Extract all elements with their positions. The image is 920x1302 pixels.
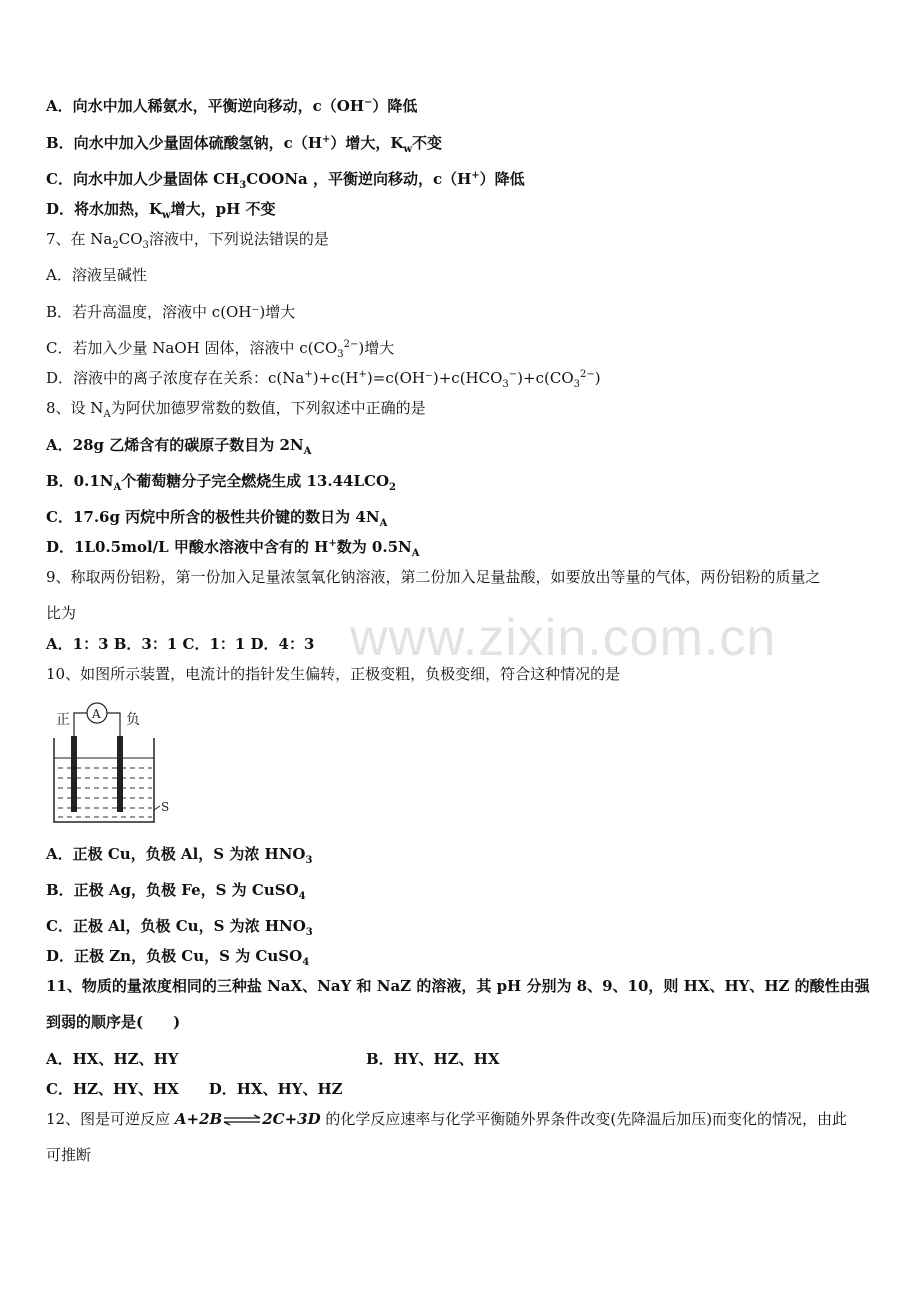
q11-stem-line2: 到弱的顺序是( ) (46, 1013, 181, 1031)
negative-label: 负 (126, 712, 140, 728)
equilibrium-arrow-icon (222, 1114, 262, 1126)
q7-option-d: D．溶液中的离子浓度存在关系：$c(Na^+)+c(H^+)=c(OH^-)+c(HCO_3^-)+c(CO_3^{2-})$ (46, 369, 601, 390)
q6-option-d: D．将水加热，$K_w$增大，pH 不变 (46, 200, 276, 221)
q8-option-c: C．17.6g 丙烷中所含的极性共价键的数日为 $4N_A$ (46, 508, 388, 529)
positive-label: 正 (56, 712, 70, 728)
q6-option-a: A．向水中加人稀氨水，平衡逆向移动，c（OH−）降低 (46, 97, 418, 115)
q11-stem-line1: 11、物质的量浓度相同的三种盐 NaX、NaY 和 NaZ 的溶液，其 pH 分别为 8、9、10，则 HX、HY、HZ 的酸性由强 (46, 977, 870, 995)
galvanic-cell-diagram (44, 694, 174, 834)
positive-electrode (71, 736, 77, 812)
ammeter-label: A (92, 707, 101, 721)
q7-option-c: C．若加入少量 NaOH 固体，溶液中 $c(CO_3^{2-})$增大 (46, 339, 395, 360)
q11-option-cd: C．HZ、HY、HX D．HX、HY、HZ (46, 1080, 343, 1098)
q10-stem: 10、如图所示装置，电流计的指针发生偏转，正极变粗，负极变细，符合这种情况的是 (46, 665, 621, 683)
q6-option-b: B．向水中加入少量固体硫酸氢钠，c（H+）增大，$K_w$不变 (46, 134, 443, 155)
q8-option-a: A．28g 乙烯含有的碳原子数目为 $2N_A$ (46, 436, 312, 457)
beaker (54, 738, 154, 822)
q10-option-c: C．正极 Al，负极 Cu，S 为浓 $HNO_3$ (46, 917, 313, 938)
watermark: www.zixin.com.cn (350, 609, 777, 667)
q12-stem-line1: 12、图是可逆反应 A+2B 2C+3D 的化学反应速率与化学平衡随外界条件改变(先降温后加压)而变化的情况，由此 (46, 1110, 848, 1128)
q11-option-a: A．HX、HZ、HY (46, 1050, 179, 1068)
q8-option-d: D．1L0.5mol/L 甲酸水溶液中含有的 H+数为 $0.5N_A$ (46, 538, 420, 559)
q9-stem-line1: 9、称取两份铝粉，第一份加入足量浓氢氧化钠溶液，第二份加入足量盐酸，如要放出等量的气体，两份铝粉的质量之 (46, 568, 821, 586)
q8-stem: 8、设 $N_A$为阿伏加德罗常数的数值，下列叙述中正确的是 (46, 399, 426, 420)
q7-option-b: B．若升高温度，溶液中 c(OH⁻)增大 (46, 303, 296, 321)
q9-stem-line2: 比为 (46, 604, 77, 622)
q10-option-b: B．正极 Ag，负极 Fe，S 为 CuSO$_4$ (46, 881, 306, 902)
negative-electrode (117, 736, 123, 812)
q7-option-a: A．溶液呈碱性 (46, 266, 147, 284)
q6-option-c: C．向水中加人少量固体 $CH_3COONa$ ，平衡逆向移动，c（H+）降低 (46, 170, 525, 191)
q7-stem: 7、在 $Na_2CO_3$溶液中，下列说法错误的是 (46, 230, 329, 251)
q8-option-b: B．$0.1N_A$个葡萄糖分子完全燃烧生成 $13.44LCO_2$ (46, 472, 396, 493)
q9-options: A．1：3 B．3：1 C．1：1 D．4：3 (46, 635, 315, 653)
q12-stem-line2: 可推断 (46, 1146, 92, 1164)
q10-option-d: D．正极 Zn，负极 Cu，S 为 CuSO$_4$ (46, 947, 310, 968)
q11-option-b: B．HY、HZ、HX (366, 1050, 500, 1068)
solution-label: S (161, 800, 170, 814)
q10-option-a: A．正极 Cu，负极 Al，S 为浓 $HNO_3$ (46, 845, 313, 866)
